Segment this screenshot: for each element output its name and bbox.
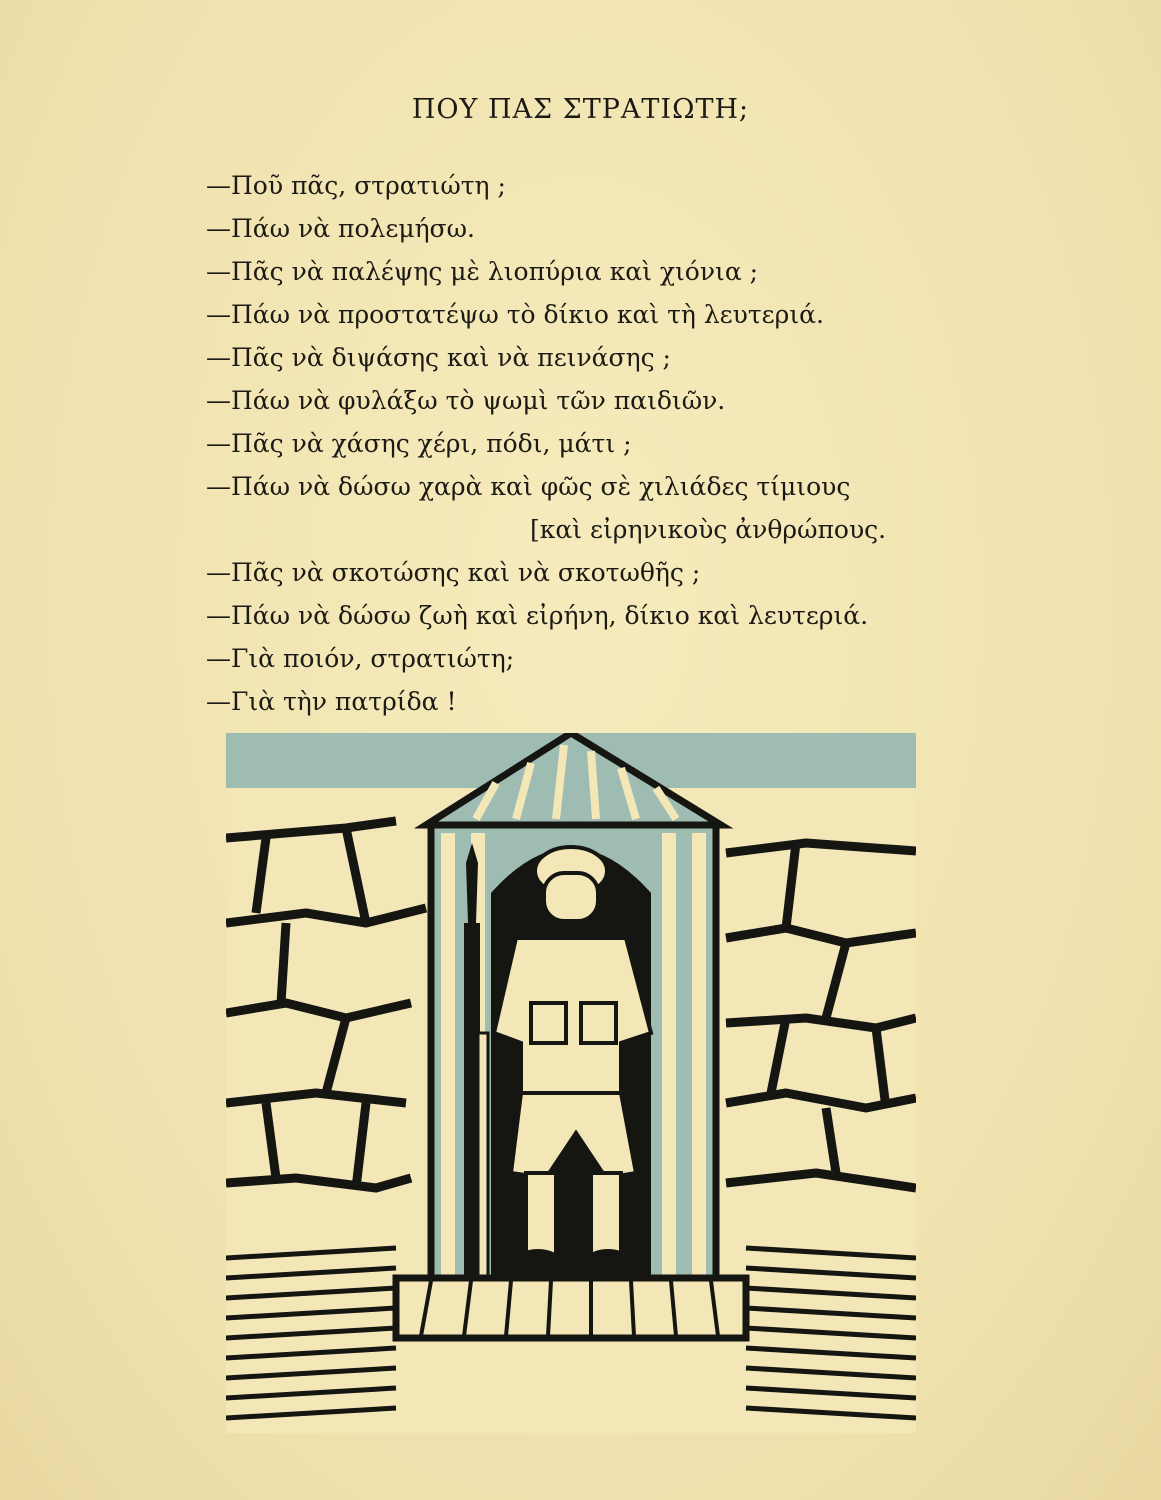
poem-line: —Πᾶς νὰ παλέψης μὲ λιοπύρια καὶ χιόνια ; (206, 257, 759, 286)
poem-line: —Πάω νὰ πολεμήσω. (206, 214, 475, 243)
woodcut-svg (226, 733, 916, 1433)
poem-title: ΠΟΥ ΠΑΣ ΣΤΡΑΤΙΩΤΗ; (411, 94, 750, 125)
puttee-left (526, 1173, 556, 1258)
poem-line: —Ποῦ πᾶς, στρατιώτη ; (206, 171, 506, 200)
boot-left (516, 1251, 560, 1275)
poem-line: —Πᾶς νὰ σκοτώσης καὶ νὰ σκοτωθῆς ; (206, 558, 701, 587)
soldier-face (544, 873, 598, 921)
puttee-right (591, 1173, 621, 1258)
poem-line: —Πᾶς νὰ διψάσης καὶ νὰ πεινάσης ; (206, 343, 671, 372)
soldier-woodcut-illustration (226, 733, 916, 1433)
poem-line: —Πάω νὰ φυλάξω τὸ ψωμὶ τῶν παιδιῶν. (206, 386, 726, 415)
poem-line: —Πᾶς νὰ χάσης χέρι, πόδι, μάτι ; (206, 429, 632, 458)
poem-line: —Πάω νὰ δώσω ζωὴ καὶ εἰρήνη, δίκιο καὶ λευτεριά. (206, 601, 869, 630)
poem-line: —Γιὰ ποιόν, στρατιώτη; (206, 644, 515, 673)
poem-line: —Πάω νὰ δώσω χαρὰ καὶ φῶς σὲ χιλιάδες τίμιους (206, 472, 851, 501)
boot-right (586, 1251, 630, 1275)
poem-line: —Πάω νὰ προστατέψω τὸ δίκιο καὶ τὴ λευτεριά. (206, 300, 824, 329)
wooden-platform (396, 1278, 746, 1338)
poem-line: —Γιὰ τὴν πατρίδα ! (206, 687, 457, 716)
poem-line-continuation: [καὶ εἰρηνικοὺς ἀνθρώπους. (530, 515, 887, 544)
